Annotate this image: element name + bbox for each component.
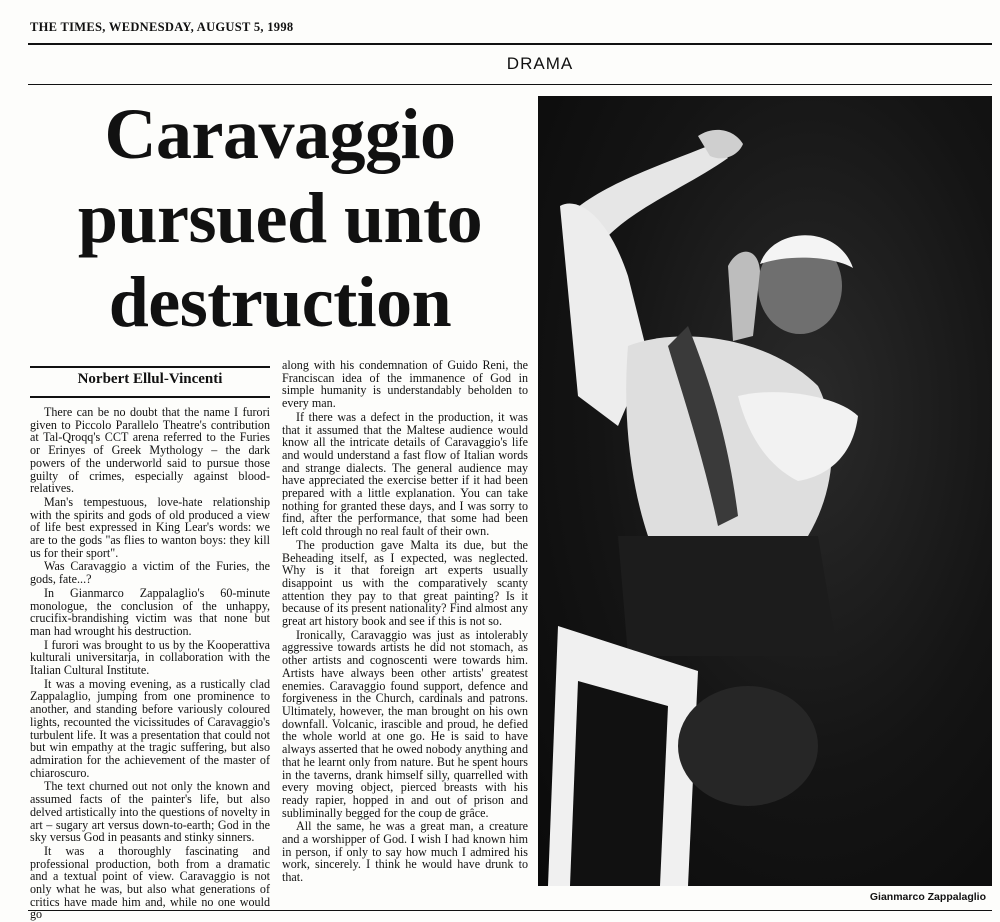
paragraph: The text churned out not only the known and assumed facts of the painter's life, but also delved artistically into the questions of novelty in art – sugary art versus down-to-earth; God in the sky versus God in peasants and stinky sinners. xyxy=(30,779,270,845)
photo-credit: Gianmarco Zappalaglio xyxy=(869,891,986,903)
paragraph: Was Caravaggio a victim of the Furies, the gods, fate...? xyxy=(30,559,270,587)
paragraph: All the same, he was a great man, a creature and a worshipper of God. I wish I had known him in person, if only to say how much I admired his work, sincerely. I think he would have drunk to that. xyxy=(282,819,528,885)
performer-photo-illustration xyxy=(538,96,992,886)
paragraph: along with his condemnation of Guido Reni, the Franciscan idea of the immanence of God in simple humanity is understandably beholden to every man. xyxy=(282,358,528,411)
byline: Norbert Ellul-Vincenti xyxy=(77,371,223,387)
paragraph: Man's tempestuous, love-hate relationship with the spirits and gods of old produced a view of life best expressed in King Lear's words: we are to the gods "as flies to wanton boys: they kill us for their sport". xyxy=(30,494,270,560)
paragraph: In Gianmarco Zappalaglio's 60-minute monologue, the conclusion of the unhappy, crucifix-brandishing victim was that none but man had wrought his destruction. xyxy=(30,585,270,638)
byline-rule xyxy=(30,366,270,368)
masthead: THE TIMES, WEDNESDAY, AUGUST 5, 1998 xyxy=(30,20,294,34)
bottom-rule xyxy=(28,910,992,911)
paragraph: It was a moving evening, as a rustically clad Zappalaglio, jumping from one prominence to another, and standing before variously coloured lights, recounted the vicissitudes of Caravaggio's turbulent life. It was a presentation that could not but win empathy at the tragic suffering, but also admiration for the achievement of the master of chiaroscuro. xyxy=(30,676,270,780)
paragraph: If there was a defect in the production, it was that it assumed that the Maltese audience would know all the intricate details of Caravaggio's life and would understand a fast flow of Italian words and strange dialects. The general audience may have appreciated the exercise better if it had been prepared with a little explanation. You can take nothing for granted these days, and I was sorry to find, after the performance, that some had been left cold through no real fault of their own. xyxy=(282,409,528,539)
section-label: DRAMA xyxy=(506,54,574,73)
headline-line: destruction xyxy=(108,262,452,342)
headline-line: Caravaggio xyxy=(104,94,456,174)
article-column-2 xyxy=(282,359,528,885)
performer-photo xyxy=(538,96,992,886)
paragraph: There can be no doubt that the name I furori given to Piccolo Parallelo Theatre's contribution at Tal-Qroqq's CCT arena referred to the Furies or Erinyes of Greek Mythology – the dark powers of the underworld said to pursue those guilty of crimes, especially against blood-relatives. xyxy=(30,405,270,496)
top-rule xyxy=(28,43,992,45)
paragraph: The production gave Malta its due, but the Beheading itself, as I expected, was neglected. Why is it that foreign art experts usually disappoint us with the comparatively scanty attention they pay to that great painting? Is it because of its present nationality? Find almost any great art history book and see if this is not so. xyxy=(282,537,528,629)
section-rule xyxy=(28,84,992,85)
paragraph: Ironically, Caravaggio was just as intolerably aggressive towards artists he did not stomach, as other artists and cognoscenti were towards him. Artists have always been other artists' greatest enemies. Caravaggio found support, defence and forgiveness in the Church, cardinals and patrons. Ultimately, however, the man brought on his own downfall. Volcanic, irascible and proud, he defied the whole world at one go. He is said to have always asserted that he owed nobody anything and that he learnt only from nature. But he spent hours in the taverns, drank himself silly, quarrelled with every moving object, pierced breasts with his ready rapier, hopped in and out of prison and subliminally begged for the coup de grâce. xyxy=(282,627,528,820)
paragraph: I furori was brought to us by the Kooperattiva kulturali universitarja, in collaboration with the Italian Cultural Institute. xyxy=(30,637,270,678)
byline-rule xyxy=(30,396,270,398)
article-column-1 xyxy=(30,406,270,922)
headline xyxy=(30,92,530,344)
headline-line: pursued unto xyxy=(77,178,483,258)
paragraph: It was a thoroughly fascinating and professional production, both from a dramatic and a textual point of view. Caravaggio is not only what he was, but also what generations of critics have made him and, while no one would go xyxy=(30,843,270,922)
